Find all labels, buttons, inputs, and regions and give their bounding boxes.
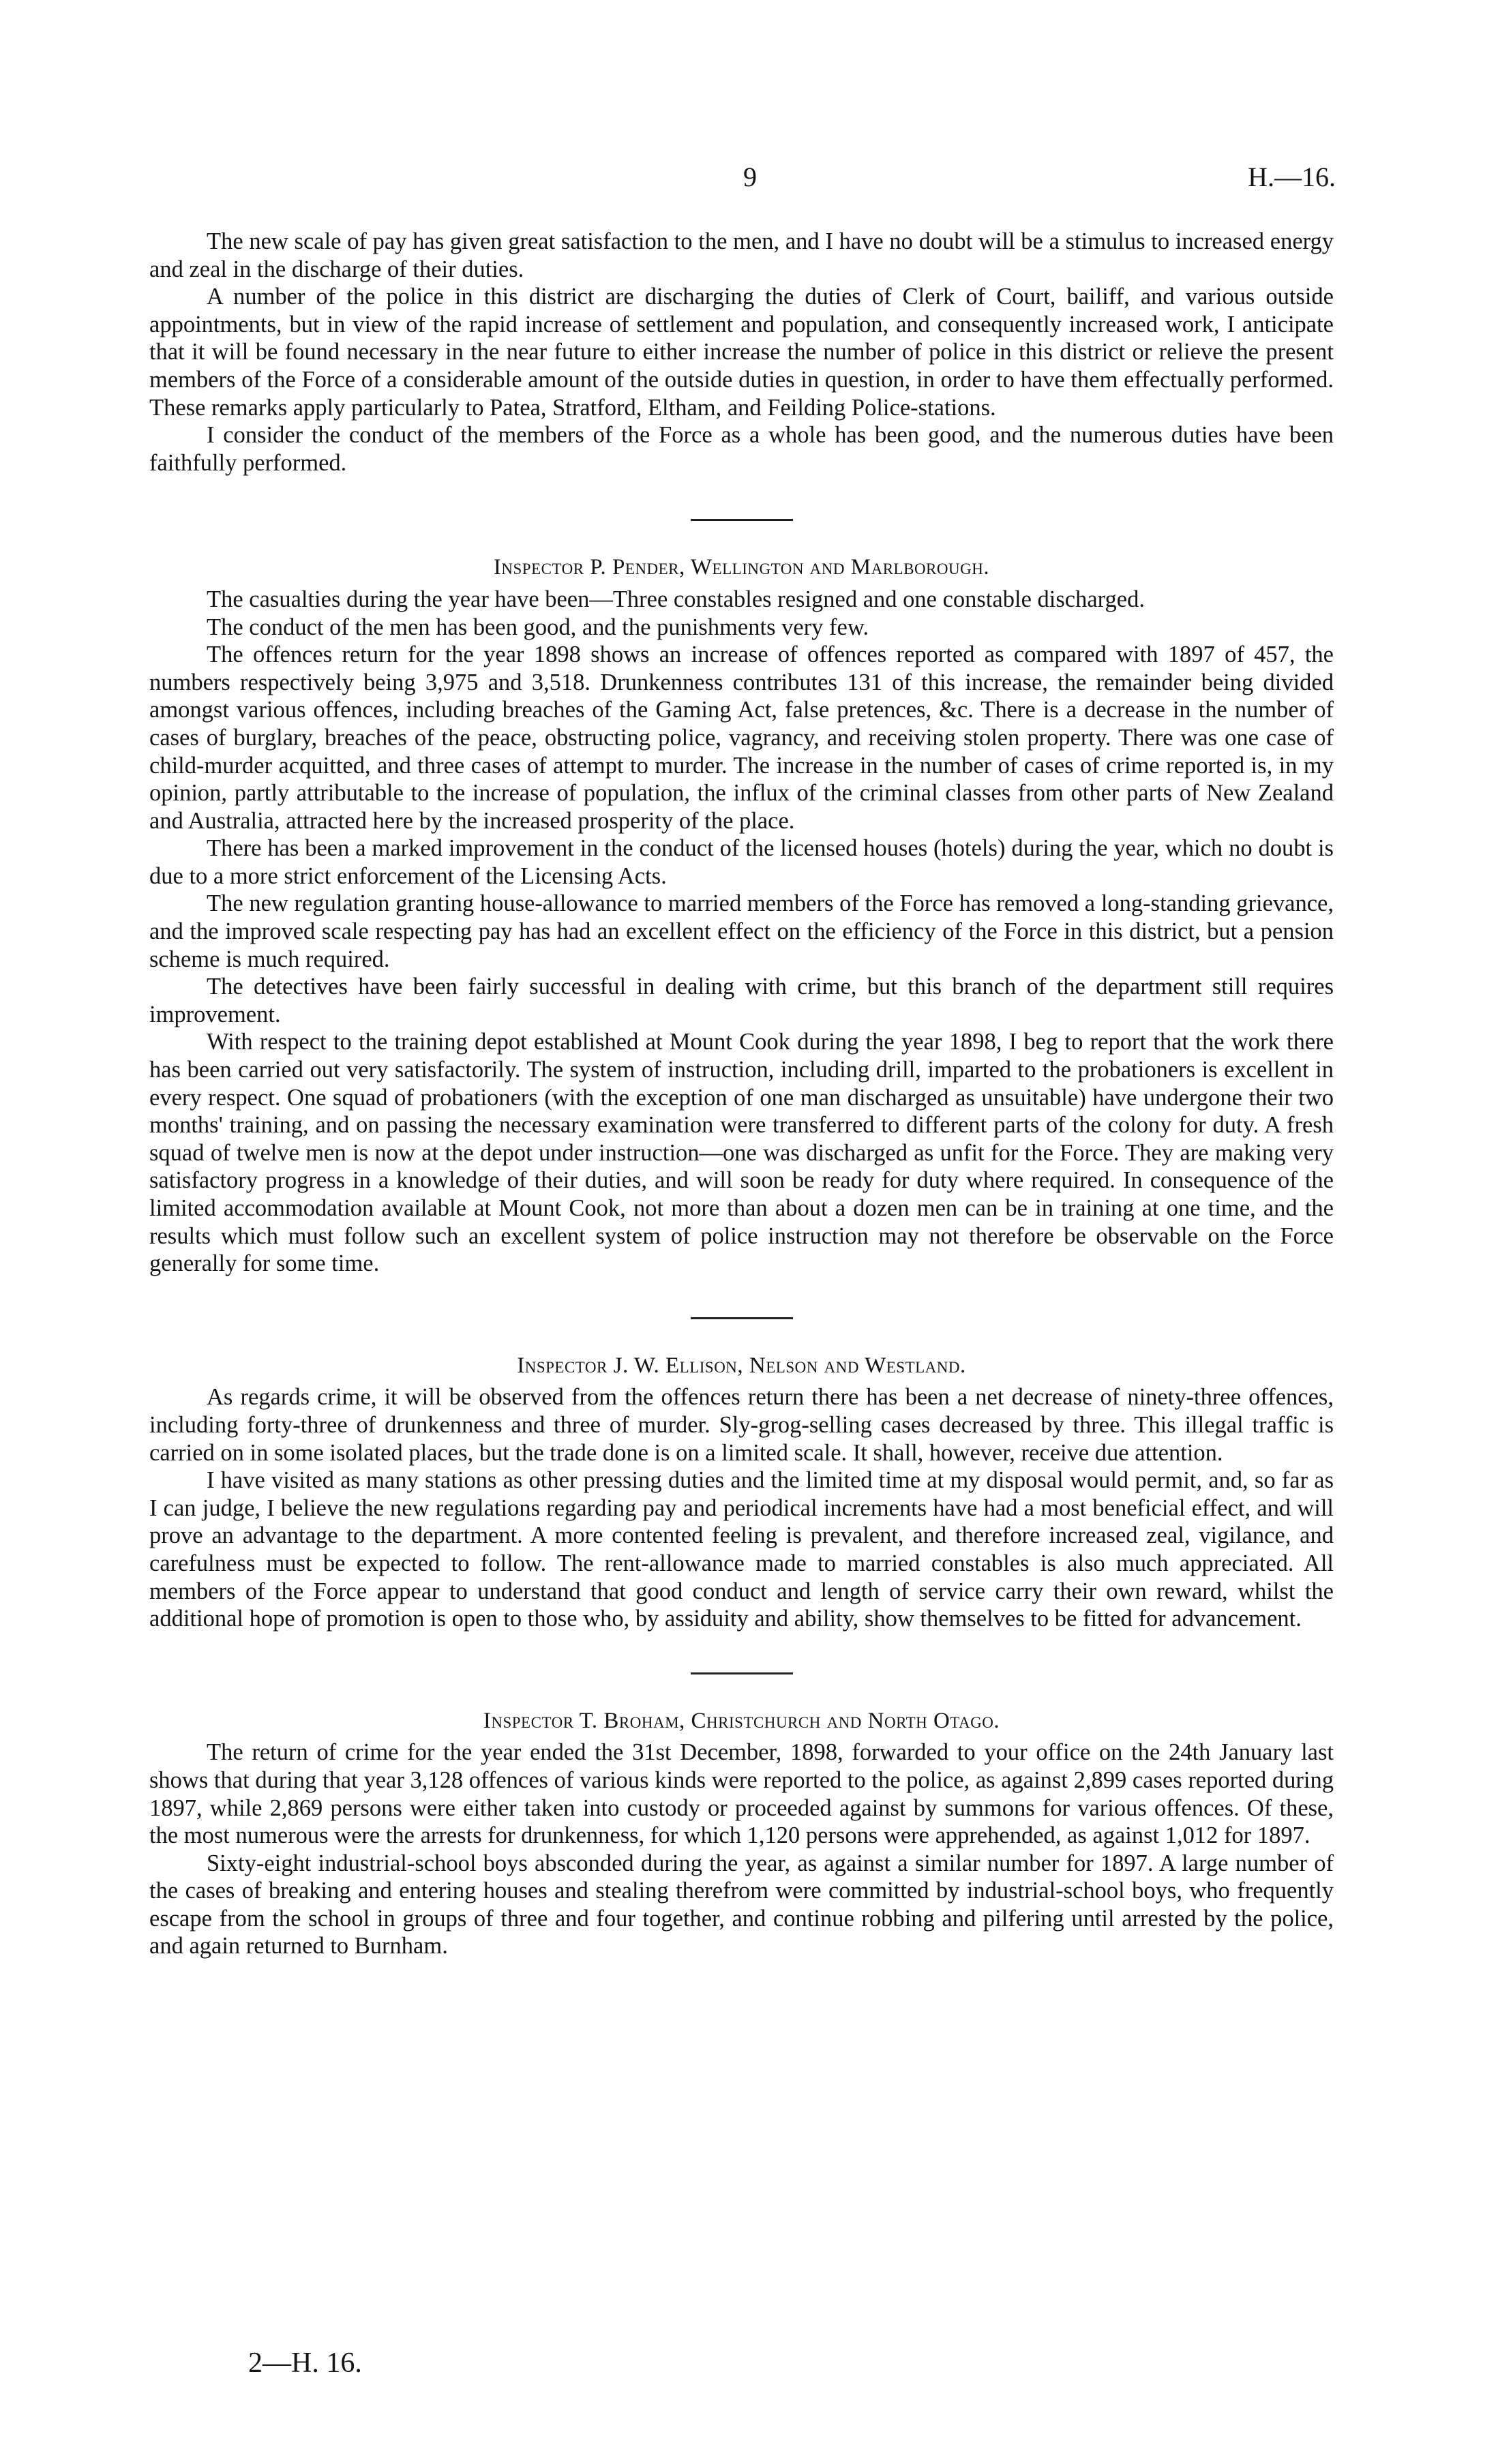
paragraph: The offences return for the year 1898 shows an increase of offences reported as compared with 1897 of 457, the numbers respectively being 3,975 and 3,518. Drunkenness contributes 131 of this increase, the remainder being divided amongst various offences, including breaches of the Gaming Act, false pretences, &c. There is a decrease in the number of cases of burglary, breaches of the peace, obstructing police, vagrancy, and receiving stolen property. There was one case of child-murder acquitted, and three cases of attempt to murder. The increase in the number of cases of crime reported is, in my opinion, partly attributable to the increase of population, the influx of the criminal classes from other parts of New Zealand and Australia, attracted here by the increased prosperity of the place.: [149, 642, 1334, 834]
paragraph: The conduct of the men has been good, and the punishments very few.: [207, 614, 869, 640]
section-divider: [691, 1672, 793, 1674]
paragraph: The casualties during the year have been—Three constables resigned and one constable discharged.: [207, 586, 1145, 612]
section-heading: Inspector T. Broham, Christchurch and North Otago.: [483, 1708, 1000, 1733]
paragraph: The new regulation granting house-allowance to married members of the Force has removed a long-standing grievance, and the improved scale respecting pay has had an excellent effect on the efficiency of the Force in this district, but a pension scheme is much required.: [149, 890, 1334, 972]
document-reference: H.—16.: [1248, 162, 1336, 192]
paragraph: I have visited as many stations as other pressing duties and the limited time at my disposal would permit, and, so far as I can judge, I believe the new regulations regarding pay and periodical increments have had a most beneficial effect, and will prove an advantage to the department. A more contented feeling is prevalent, and therefore increased zeal, vigilance, and carefulness must be expected to follow. The rent-allowance made to married constables is also much appreciated. All members of the Force appear to understand that good conduct and length of service carry their own reward, whilst the additional hope of promotion is open to those who, by assiduity and ability, show themselves to be fitted for advancement.: [149, 1467, 1334, 1632]
paragraph: The new scale of pay has given great satisfaction to the men, and I have no doubt will be a stimulus to increased energy and zeal in the discharge of their duties.: [149, 228, 1334, 282]
paragraph: The detectives have been fairly successful in dealing with crime, but this branch of the department still requires improvement.: [149, 974, 1334, 1027]
section-divider: [691, 519, 793, 521]
paragraph: As regards crime, it will be observed from the offences return there has been a net decrease of ninety-three offences, including forty-three of drunkenness and three of murder. Sly-grog-selling cases decreased by three. This illegal traffic is carried on in some isolated places, but the trade done is on a limited scale. It shall, however, receive due attention.: [149, 1384, 1334, 1466]
section-broham: [149, 1707, 1334, 1960]
page-number: 9: [743, 162, 757, 192]
paragraph: The return of crime for the year ended the 31st December, 1898, forwarded to your office on the 24th January last shows that during that year 3,128 offences of various kinds were reported to the police, as against 2,899 cases reported during 1897, while 2,869 persons were either taken into custody or proceeded against by summons for various offences. Of these, the most numerous were the arrests for drunkenness, for which 1,120 persons were apprehended, as against 1,012 for 1897.: [149, 1739, 1334, 1849]
paragraph: Sixty-eight industrial-school boys absconded during the year, as against a similar number for 1897. A large number of the cases of breaking and entering houses and stealing therefrom were committed by industrial-school boys, who frequently escape from the school in groups of three and four together, and continue robbing and pilfering until arrested by the police, and again returned to Burnham.: [149, 1850, 1334, 1959]
paragraph: I consider the conduct of the members of the Force as a whole has been good, and the numerous duties have been faithfully performed.: [149, 422, 1334, 476]
section-heading: Inspector J. W. Ellison, Nelson and Westland.: [517, 1353, 966, 1378]
section-taranaki-continued: [149, 228, 1334, 477]
paragraph: With respect to the training depot established at Mount Cook during the year 1898, I beg to report that the work there has been carried out very satisfactorily. The system of instruction, including drill, imparted to the probationers is excellent in every respect. One squad of probationers (with the exception of one man discharged as unsuitable) have undergone their two months' training, and on passing the necessary examination were transferred to different parts of the colony for duty. A fresh squad of twelve men is now at the depot under instruction—one was discharged as unfit for the Force. They are making very satisfactory progress in a knowledge of their duties, and will soon be ready for duty where required. In consequence of the limited accommodation available at Mount Cook, not more than about a dozen men can be in training at one time, and the results which must follow such an excellent system of police instruction may not therefore be observable on the Force generally for some time.: [149, 1029, 1334, 1277]
section-ellison: [149, 1352, 1334, 1633]
report-body: [149, 228, 1334, 1960]
section-pender: [149, 554, 1334, 1277]
signature-mark: 2—H. 16.: [248, 2347, 362, 2379]
paragraph: There has been a marked improvement in the conduct of the licensed houses (hotels) during the year, which no doubt is due to a more strict enforcement of the Licensing Acts.: [149, 835, 1334, 889]
section-divider: [691, 1317, 793, 1319]
paragraph: A number of the police in this district are discharging the duties of Clerk of Court, bailiff, and various outside appointments, but in view of the rapid increase of settlement and population, and consequently increased work, I anticipate that it will be found necessary in the near future to either increase the number of police in this district or relieve the present members of the Force of a considerable amount of the outside duties in question, in order to have them effectually performed. These remarks apply particularly to Patea, Stratford, Eltham, and Feilding Police-stations.: [149, 284, 1334, 421]
section-heading: Inspector P. Pender, Wellington and Marlborough.: [493, 555, 990, 580]
